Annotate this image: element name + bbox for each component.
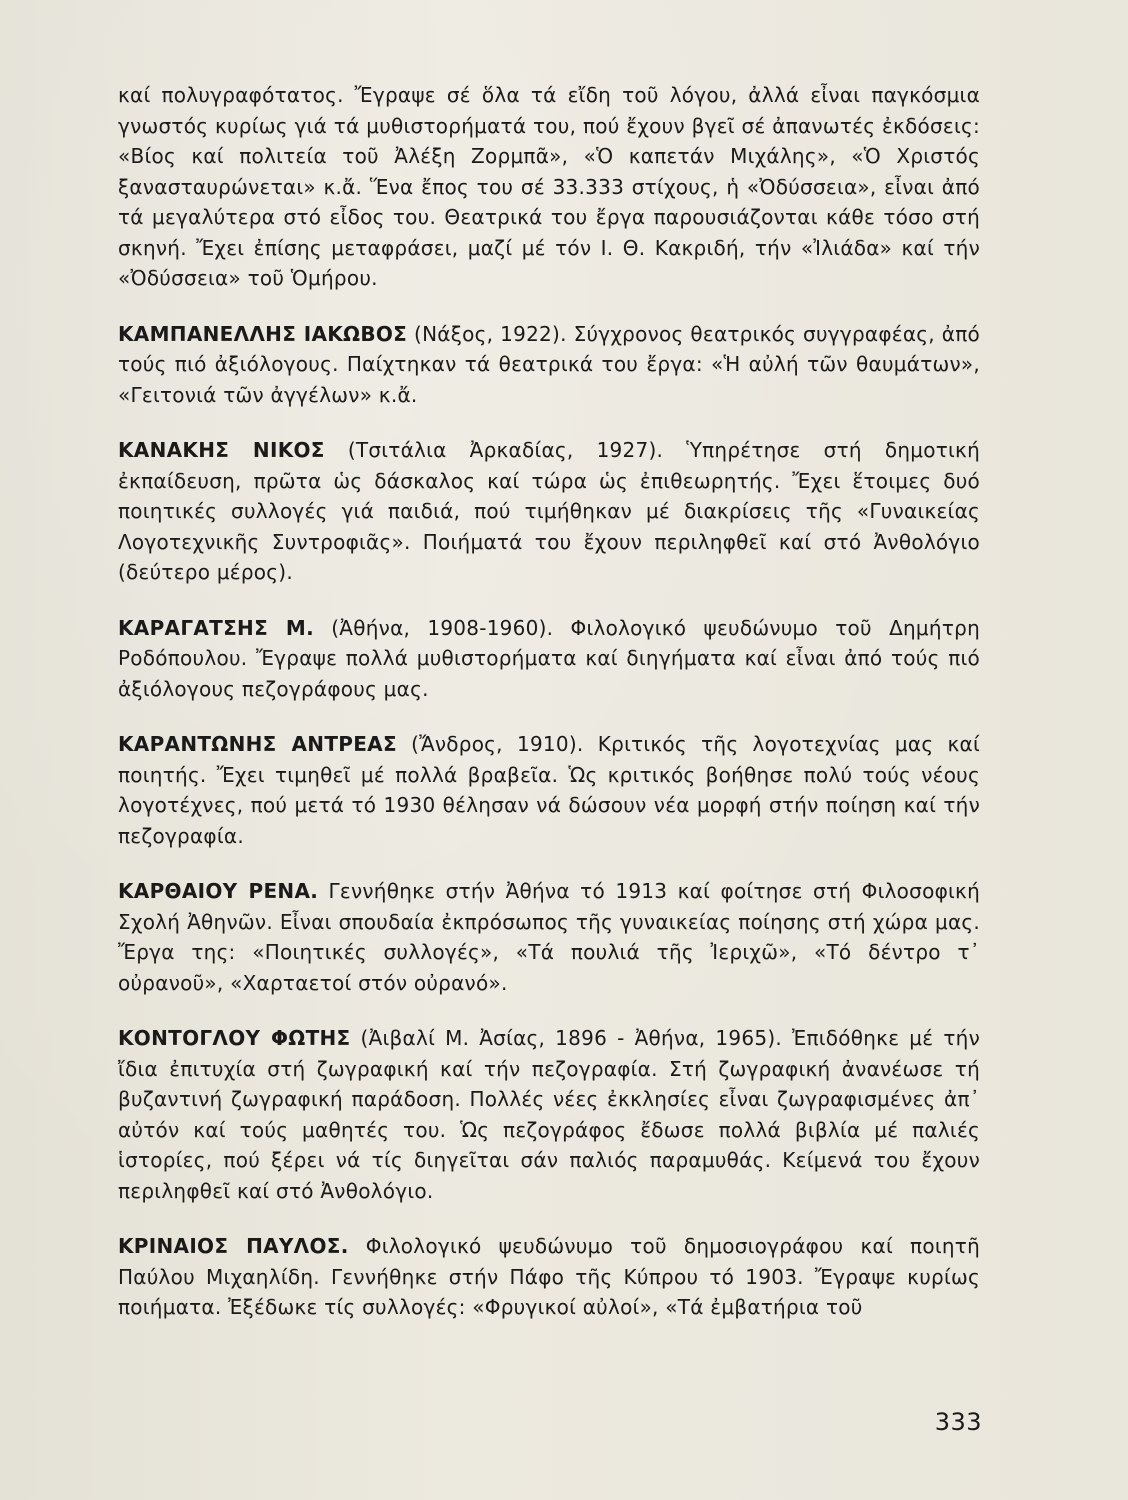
entry-text: Φιλολογικό ψευδώνυμο τοῦ δημοσιογράφου καί ποιητῆ Παύλου Μιχαηλίδη. Γεννήθηκε στήν Πάφο τῆς Κύπρου τό 1903. Ἔγραψε κυρίως ποιήματα. Ἐξέδωκε τίς συλλογές: «Φρυγικοί αὐλοί», «Τά ἐμβατήρια τοῦ	[118, 1234, 980, 1319]
entry-name: ΚΑΝΑΚΗΣ ΝΙΚΟΣ	[118, 438, 325, 462]
entry-name: ΚΑΡΑΓΑΤΣΗΣ Μ.	[118, 615, 315, 640]
entry-krinaios	[118, 1231, 980, 1323]
entry-name: ΚΡΙΝΑΙΟΣ ΠΑΥΛΟΣ.	[118, 1234, 349, 1258]
page-number: 333	[934, 1408, 982, 1436]
entry-text: (Ἄνδρος, 1910). Κριτικός τῆς λογοτεχνίας μας καί ποιητής. Ἔχει τιμηθεῖ μέ πολλά βραβεῖα. Ὡς κριτικός βοήθησε πολύ τούς νέους λογοτέχνες, πού μετά τό 1930 θέλησαν νά δώσουν νέα μορφή στήν ποίηση καί τήν πεζογραφία.	[118, 732, 981, 848]
entry-text: (Ἀιβαλί Μ. Ἀσίας, 1896 - Ἀθήνα, 1965). Ἐπιδόθηκε μέ τήν ἴδια ἐπιτυχία στή ζωγραφική καί τήν πεζογραφία. Στή ζωγραφική ἀνανέωσε τή βυζαντινή ζωγραφική παράδοση. Πολλές νέες ἐκκλησίες εἶναι ζωγραφισμένες ἀπ᾽ αὐτόν καί τούς μαθητές του. Ὡς πεζογράφος ἔδωσε πολλά βιβλία μέ παλιές ἱστορίες, πού ξέρει νά τίς διηγεῖται σάν παλιός παραμυθάς. Κείμενά του ἔχουν περιληφθεῖ καί στό Ἀνθολόγιο.	[118, 1026, 980, 1203]
entry-kontoglou	[118, 1023, 980, 1206]
entry-karantonis	[118, 729, 980, 851]
entry-name: ΚΑΡΑΝΤΩΝΗΣ ΑΝΤΡΕΑΣ	[118, 732, 397, 756]
entry-name: ΚΑΡΘΑΙΟΥ ΡΕΝΑ.	[118, 879, 319, 903]
entry-kanakis	[118, 435, 980, 588]
entry-name: ΚΑΜΠΑΝΕΛΛΗΣ ΙΑΚΩΒΟΣ	[118, 321, 408, 346]
entry-text: (Νάξος, 1922). Σύγχρονος θεατρικός συγγραφέας, ἀπό τούς πιό ἀξιόλογους. Παίχτηκαν τά θεατρικά του ἔργα: «Ἡ αὐλή τῶν θαυμάτων», «Γειτονιά τῶν ἀγγέλων» κ.ἄ.	[118, 321, 980, 407]
entry-text: (Τσιτάλια Ἀρκαδίας, 1927). Ὑπηρέτησε στή δημοτική ἐκπαίδευση, πρῶτα ὡς δάσκαλος καί τώρα ὡς ἐπιθεωρητής. Ἔχει ἕτοιμες δυό ποιητικές συλλογές γιά παιδιά, πού τιμήθηκαν μέ διακρίσεις τῆς «Γυναικείας Λογοτεχνικῆς Συντροφιᾶς». Ποιήματά του ἔχουν περιληφθεῖ καί στό Ἀνθολόγιο (δεύτερο μέρος).	[118, 438, 980, 584]
entry-karagatsis	[118, 613, 980, 705]
entry-text: Γεννήθηκε στήν Ἀθήνα τό 1913 καί φοίτησε στή Φιλοσοφική Σχολή Ἀθηνῶν. Εἶναι σπουδαία ἐκπρόσωπος τῆς γυναικείας ποίησης στή χώρα μας. Ἔργα της: «Ποιητικές συλλογές», «Τά πουλιά τῆς Ἰεριχῶ», «Τό δέντρο τ᾽ οὐρανοῦ», «Χαρταετοί στόν οὐρανό».	[118, 879, 980, 995]
intro-paragraph: καί πολυγραφότατος. Ἔγραψε σέ ὅλα τά εἴδη τοῦ λόγου, ἀλλά εἶναι παγκόσμια γνωστός κυρίως γιά τά μυθιστορήματά του, πού ἔχουν βγεῖ σέ ἀπανωτές ἐκδόσεις: «Βίος καί πολιτεία τοῦ Ἀλέξη Ζορμπᾶ», «Ὁ καπετάν Μιχάλης», «Ὁ Χριστός ξανασταυρώνεται» κ.ἄ. Ἕνα ἔπος του σέ 33.333 στίχους, ἡ «Ὀδύσσεια», εἶναι ἀπό τά μεγαλύτερα στό εἶδος του. Θεατρικά του ἔργα παρουσιάζονται κάθε τόσο στή σκηνή. Ἔχει ἐπίσης μεταφράσει, μαζί μέ τόν Ι. Θ. Κακριδή, τήν «Ἰλιάδα» καί τήν «Ὀδύσσεια» τοῦ Ὁμήρου.	[118, 83, 980, 290]
entry-kampanellis	[118, 319, 980, 411]
page-content	[118, 80, 980, 1323]
entry-karthaiou	[118, 876, 980, 998]
entry-text: (Ἀθήνα, 1908-1960). Φιλολογικό ψευδώνυμο τοῦ Δημήτρη Ροδόπουλου. Ἔγραψε πολλά μυθιστορήματα καί διηγήματα καί εἶναι ἀπό τούς πιό ἀξιόλογους πεζογράφους μας.	[118, 615, 980, 701]
entry-name: ΚΟΝΤΟΓΛΟΥ ΦΩΤΗΣ	[118, 1026, 351, 1050]
